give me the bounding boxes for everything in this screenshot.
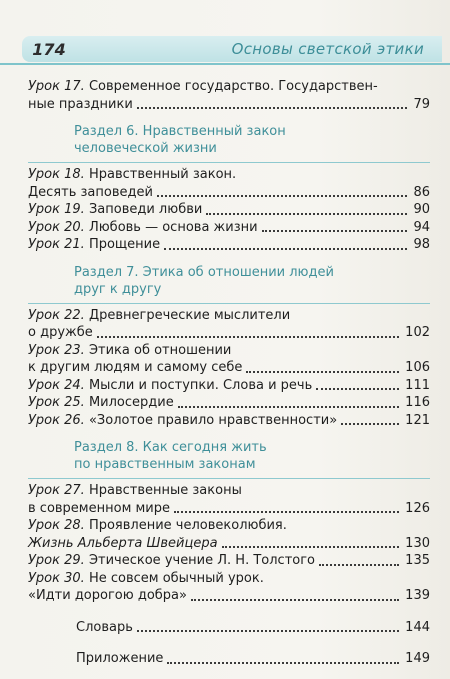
toc-entry[interactable]: Урок 18. Нравственный закон. <box>28 167 237 182</box>
lesson-title: Современное государство. Государствен- <box>88 79 378 94</box>
page-ref: 116 <box>405 395 430 410</box>
dot-leader <box>319 564 399 566</box>
dot-leader <box>137 630 399 632</box>
dot-leader <box>262 230 407 232</box>
toc-entry[interactable]: Урок 23. Этика об отношении <box>28 342 232 358</box>
page-ref: 106 <box>405 360 430 375</box>
page-ref: 139 <box>405 588 430 603</box>
toc-entry[interactable]: Урок 29. Этическое учение Л. Н. Толстого 135 <box>28 553 430 568</box>
book-title: Основы светской этики <box>231 40 424 58</box>
toc-entry-continuation[interactable] <box>28 96 430 114</box>
dot-leader <box>157 195 407 197</box>
dot-leader <box>341 423 399 425</box>
lesson-word: Урок <box>28 79 60 94</box>
toc-entry[interactable]: Урок 24. Мысли и поступки. Слова и речь 111 <box>28 377 430 393</box>
lesson-number: 17. <box>64 79 85 94</box>
toc-entry[interactable]: Урок 19. Заповеди любви 90 <box>28 202 430 217</box>
dot-leader <box>164 248 407 250</box>
toc-entry[interactable]: Урок 25. Милосердие 116 <box>28 395 430 410</box>
section-rule <box>28 303 430 304</box>
toc-entry[interactable]: Урок 26. «Золотое правило нравственности» 121 <box>28 412 430 428</box>
toc-entry-continuation[interactable]: о дружбе 102 <box>28 325 430 340</box>
page-ref: 121 <box>405 412 430 428</box>
page-ref: 90 <box>413 202 430 217</box>
section-title: Раздел 7. Этика об отношении людей друг к другу <box>74 264 334 297</box>
toc-entry[interactable]: Урок 21. Прощение 98 <box>28 237 430 252</box>
page-ref: 111 <box>405 377 430 393</box>
dot-leader <box>222 546 399 548</box>
toc-entry-continuation[interactable]: Жизнь Альберта Швейцера 130 <box>28 535 430 551</box>
toc-entry[interactable]: Урок 30. Не совсем обычный урок. <box>28 570 264 586</box>
header-divider <box>0 63 450 65</box>
toc-entry[interactable]: Урок 20. Любовь — основа жизни 94 <box>28 219 430 235</box>
page-ref: 79 <box>413 96 430 112</box>
toc-entry[interactable]: Урок 28. Проявление человеколюбия. <box>28 518 287 533</box>
table-of-contents <box>28 78 430 668</box>
lesson-title-cont: ные праздники <box>28 96 133 112</box>
dot-leader <box>97 336 399 338</box>
dot-leader <box>178 406 399 408</box>
page-ref: 130 <box>405 535 430 551</box>
dot-leader <box>137 107 407 109</box>
toc-entry-continuation[interactable]: к другим людям и самому себе 106 <box>28 360 430 375</box>
page-ref: 102 <box>405 325 430 340</box>
toc-entry-continuation[interactable]: «Идти дорогою добра» 139 <box>28 588 430 603</box>
page-ref: 98 <box>413 237 430 252</box>
page-header <box>22 36 442 62</box>
page-ref: 149 <box>405 651 430 666</box>
dot-leader <box>174 511 399 513</box>
toc-entry[interactable]: Урок 22. Древнегреческие мыслители <box>28 307 291 323</box>
dot-leader <box>167 662 399 664</box>
toc-entry-continuation[interactable]: Десять заповедей 86 <box>28 184 430 200</box>
section-title: Раздел 8. Как сегодня жить по нравственным законам <box>74 440 267 472</box>
section-title: Раздел 6. Нравственный закон человеческой жизни <box>74 124 286 156</box>
dot-leader <box>206 213 407 215</box>
toc-entry[interactable]: Урок 27. Нравственные законы <box>28 483 242 498</box>
dot-leader <box>246 371 399 373</box>
toc-entry-continuation[interactable]: в современном мире 126 <box>28 500 430 516</box>
toc-entry[interactable] <box>28 78 430 96</box>
dot-leader <box>191 599 399 601</box>
page-ref: 94 <box>413 219 430 235</box>
page-number: 174 <box>32 39 66 59</box>
section-rule <box>28 162 430 163</box>
section-rule <box>28 478 430 479</box>
toc-entry-glossary[interactable]: Словарь 144 <box>76 619 430 635</box>
page-ref: 144 <box>405 619 430 635</box>
page-ref: 126 <box>405 500 430 516</box>
page-ref: 86 <box>413 184 430 200</box>
dot-leader <box>316 388 399 390</box>
page-ref: 135 <box>405 553 430 568</box>
toc-entry-appendix[interactable]: Приложение 149 <box>76 651 430 666</box>
